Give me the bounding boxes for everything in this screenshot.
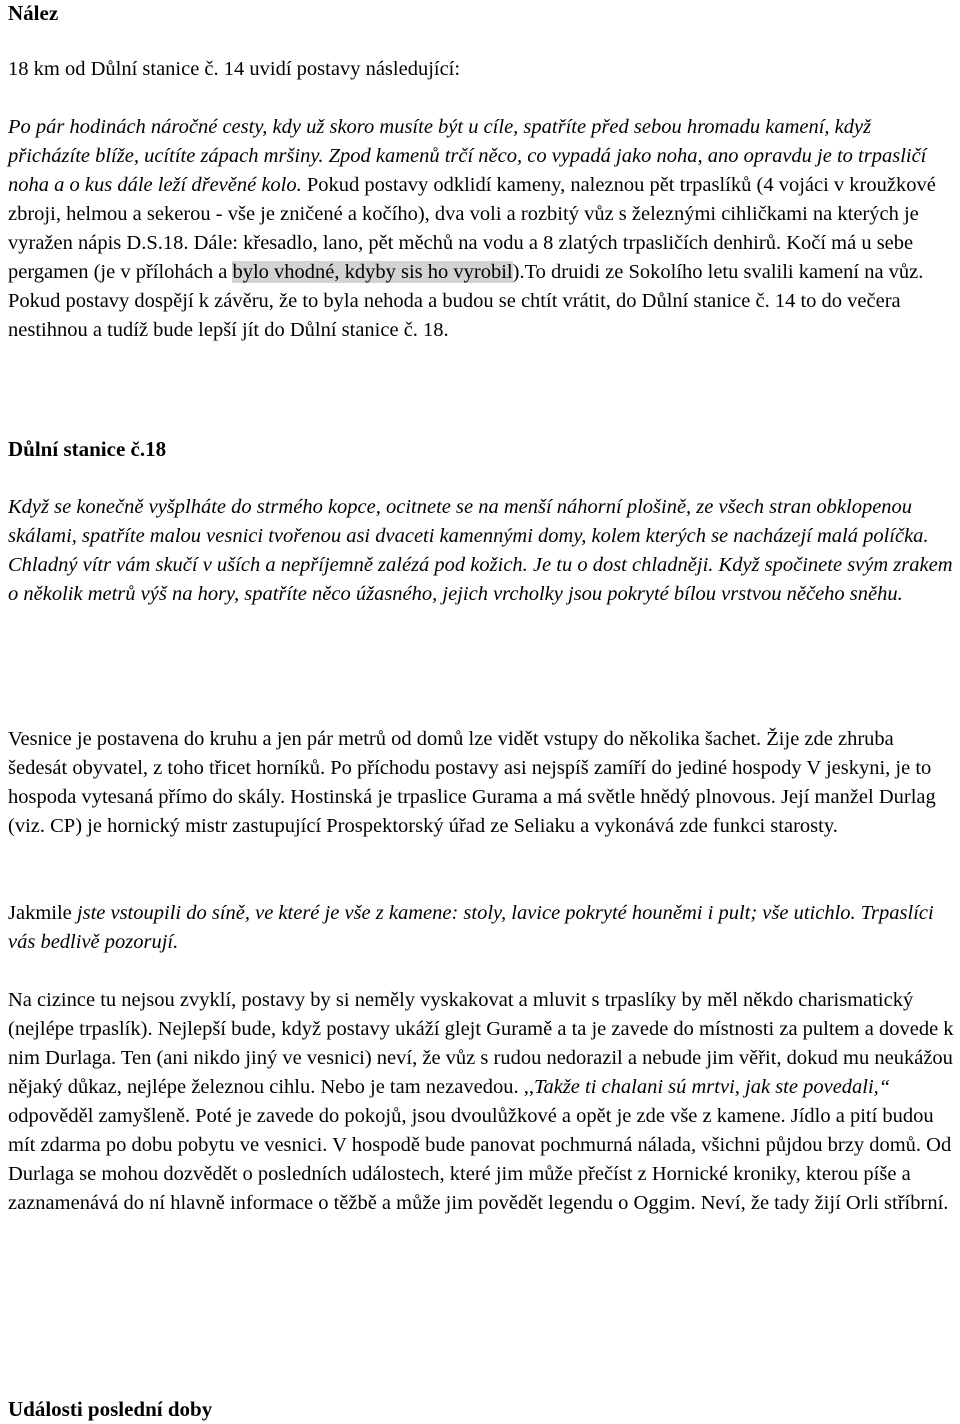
- vesnice-paragraph: Vesnice je postavena do kruhu a jen pár metrů od domů lze vidět vstupy do několika šachet. Žije zde zhruba šedesát obyvatel, z toho třicet horníků. Po příchodu postavy asi nejspíš zamíří do jediné hospody V jeskyni, je to hospoda vytesaná přímo do skály. Hostinská je trpaslice Gurama a má světle hnědý plnovous. Její manžel Durlag (viz. CP) je hornický mistr zastupující Prospektorský úřad ze Seliaku a vykonává zde funkci starosty.: [8, 728, 936, 837]
- cizince-text-2: odpověděl zamyšleně. Poté je zavede do pokojů, jsou dvoulůžkové a opět je zde vše z kamene. Jídlo a pití budou mít zdarma po dobu pobytu ve vesnici. V hospodě bude panovat pochmurná nálada, všichni půjdou brzy domů. Od Durlaga se mohou dozvědět o posledních událostech, které jim může přečíst z Hornické kroniky, kterou píše a zaznamenává do ní hlavně informace o těžbě a může jim povědět legendu o Oggim. Neví, že tady žijí Orli stříbrní.: [8, 1105, 952, 1214]
- section-heading-udalosti: Události poslední doby: [8, 1397, 213, 1421]
- stanice-italic-text: Když se konečně vyšplháte do strmého kopce, ocitnete se na menší náhorní plošině, ze všech stran obklopenou skálami, spatříte malou vesnici tvořenou asi dvaceti kamennými domy, kolem kterých se nacházejí malá políčka. Chladný vítr vám skučí v uších a nepříjemně zalézá pod kožich. Je tu o dost chladněji. Když spočinete svým zrakem o několik metrů výš na hory, spatříte něco úžasného, jejich vrcholky jsou pokryté bílou vrstvou něčeho sněhu.: [8, 496, 953, 605]
- intro-paragraph: 18 km od Důlní stanice č. 14 uvidí postavy následující:: [8, 58, 461, 80]
- nalez-paragraph: [8, 113, 956, 345]
- cizince-text-1: Na cizince tu nejsou zvyklí, postavy by si neměly vyskakovat a mluvit s trpaslíky by měl někdo charismatický (nejlépe trpaslík). Nejlepší bude, když postavy ukáží glejt Guramě a ta je zavede do místnosti za pultem a dovede k nim Durlaga. Ten (ani nikdo jiný ve vesnici) neví, že vůz s rudou nedorazil a nebude jim věřit, dokud mu neukážou nějaký důkaz, nejlépe železnou cihlu. Nebo je tam nezavedou.: [8, 989, 954, 1098]
- highlighted-text: bylo vhodné, kdyby sis ho vyrobil: [232, 261, 513, 283]
- jakmile-paragraph: [8, 899, 956, 957]
- cizince-quote: ,,Takže ti chalani sú mrtvi, jak ste povedali,“: [523, 1076, 891, 1098]
- jakmile-italic: jste vstoupili do síně, ve které je vše z kamene: stoly, lavice pokryté houněmi i pult; vše utichlo. Trpaslíci vás bedlivě pozorují.: [8, 902, 934, 953]
- nalez-normal-text-1: Pokud postavy odklidí kameny, naleznou pět trpaslíků (4 vojáci v kroužkové zbroji, helmou a sekerou - vše je zničené a kočího), dva voli a rozbitý vůz s železnými cihličkami na kterých je vyražen nápis D.S.18. Dále: křesadlo, lano, pět měchů na vodu a 8 zlatých trpasličích denhirů. Kočí má u sebe pergamen (je v přílohách a: [8, 174, 936, 283]
- nalez-normal-text-2: ).To druidi ze Sokolího letu svalili kamení na vůz. Pokud postavy dospějí k závěru, že to byla nehoda a budou se chtít vrátit, do Důlní stanice č. 14 to do večera nestihnou a tudíž bude lepší jít do Důlní stanice č. 18.: [8, 261, 924, 341]
- nalez-italic-text: Po pár hodinách náročné cesty, kdy už skoro musíte být u cíle, spatříte před sebou hromadu kamení, když přicházíte blíže, ucítíte zápach mršiny. Zpod kamenů trčí něco, co vypadá jako noha, ano opravdu je to trpasličí noha a o kus dále leží dřevěné kolo.: [8, 116, 927, 196]
- section-heading-stanice: Důlní stanice č.18: [8, 437, 167, 461]
- stanice-italic-intro: [8, 493, 956, 609]
- section-heading-nalez: Nález: [8, 1, 59, 25]
- cizince-paragraph: [8, 986, 956, 1218]
- jakmile-normal: Jakmile: [8, 902, 77, 924]
